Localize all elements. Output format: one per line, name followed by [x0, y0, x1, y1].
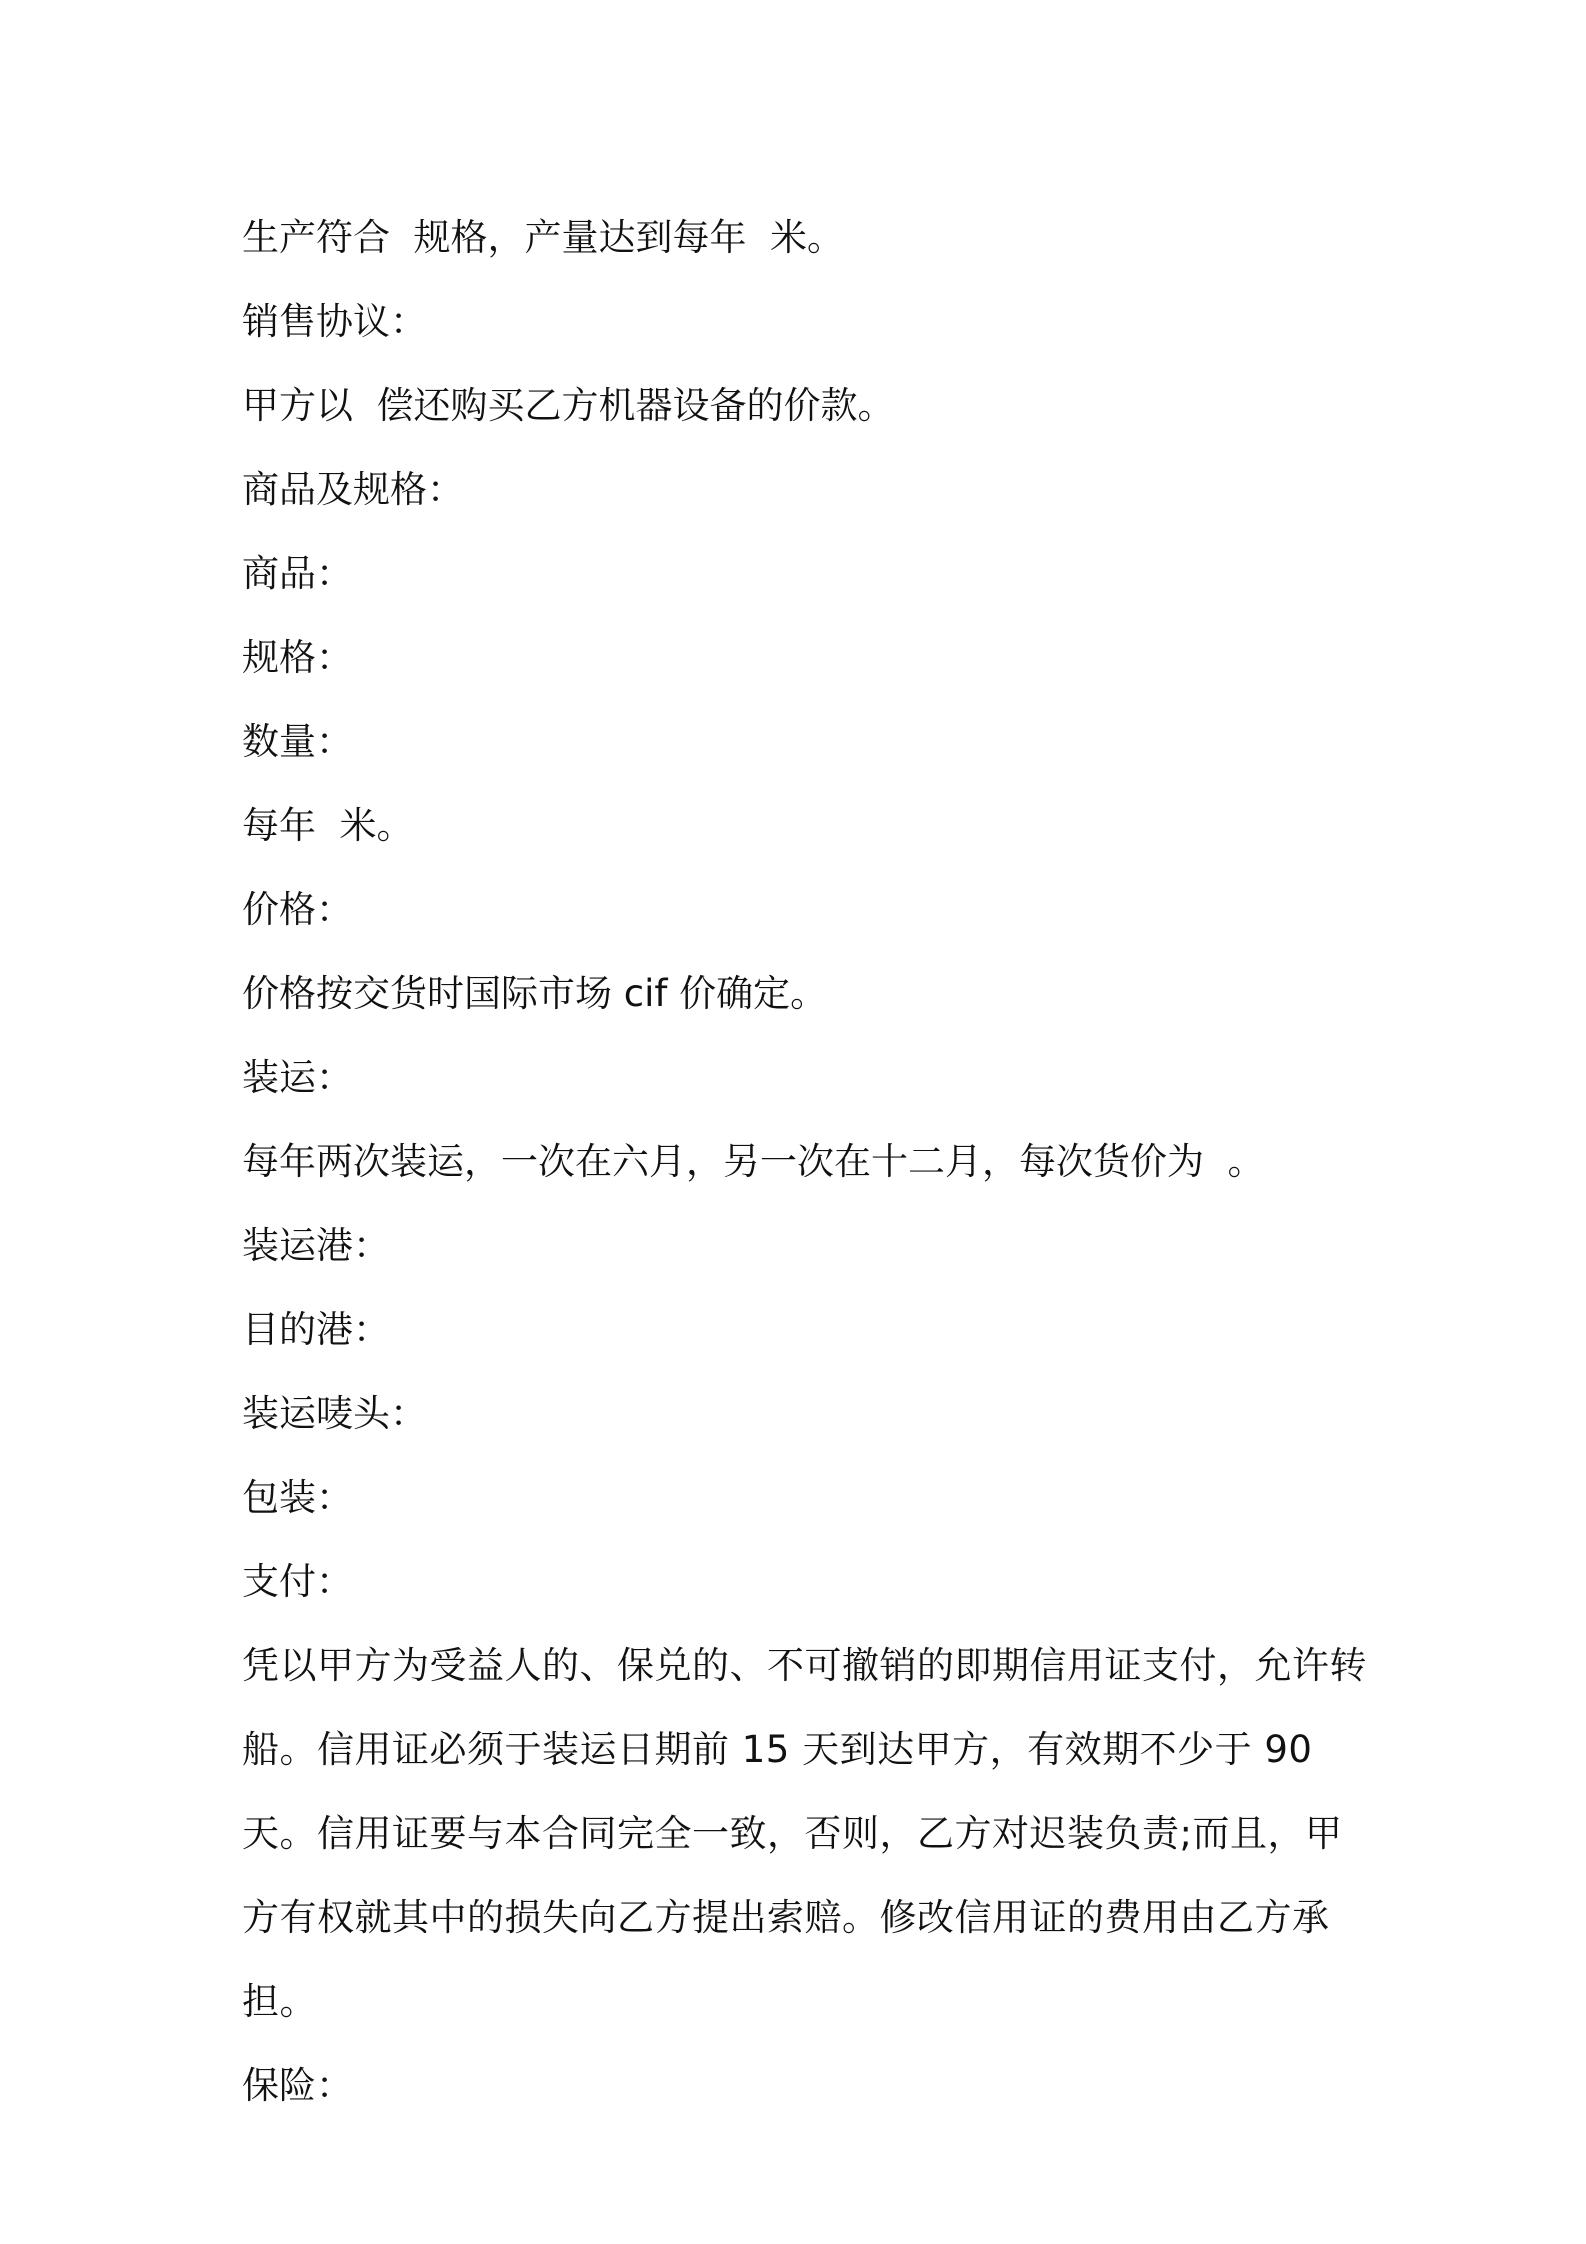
label-port-of-shipment: 装运港：	[242, 1224, 390, 1267]
label-packing: 包装：	[242, 1476, 353, 1519]
heading-goods-and-spec: 商品及规格：	[242, 468, 464, 511]
paragraph-quantity-per-year: 每年 米。	[242, 804, 414, 847]
paragraph-price-terms: 价格按交货时国际市场 cif 价确定。	[242, 972, 828, 1015]
document-body	[242, 196, 1372, 2128]
paragraph-payment-terms: 凭以甲方为受益人的、保兑的、不可撤销的即期信用证支付，允许转船。信用证必须于装运日期前 15 天到达甲方，有效期不少于 90 天。信用证要与本合同完全一致，否则，乙方对迟装负责;而且，甲方有权就其中的损失向乙方提出索赔。修改信用证的费用由乙方承担。	[242, 1644, 1367, 2023]
label-insurance: 保险：	[242, 2064, 353, 2107]
paragraph-production-spec: 生产符合 规格，产量达到每年 米。	[242, 216, 845, 259]
paragraph-shipment-schedule: 每年两次装运，一次在六月，另一次在十二月，每次货价为 。	[242, 1140, 1265, 1183]
label-shipping-marks: 装运唛头：	[242, 1392, 427, 1435]
label-specification: 规格：	[242, 636, 353, 679]
label-quantity: 数量：	[242, 720, 353, 763]
label-port-of-destination: 目的港：	[242, 1308, 390, 1351]
label-shipment: 装运：	[242, 1056, 353, 1099]
label-goods: 商品：	[242, 552, 353, 595]
label-price: 价格：	[242, 888, 353, 931]
label-payment: 支付：	[242, 1560, 353, 1603]
paragraph-repayment: 甲方以 偿还购买乙方机器设备的价款。	[242, 384, 895, 427]
heading-sales-agreement: 销售协议：	[242, 300, 427, 343]
